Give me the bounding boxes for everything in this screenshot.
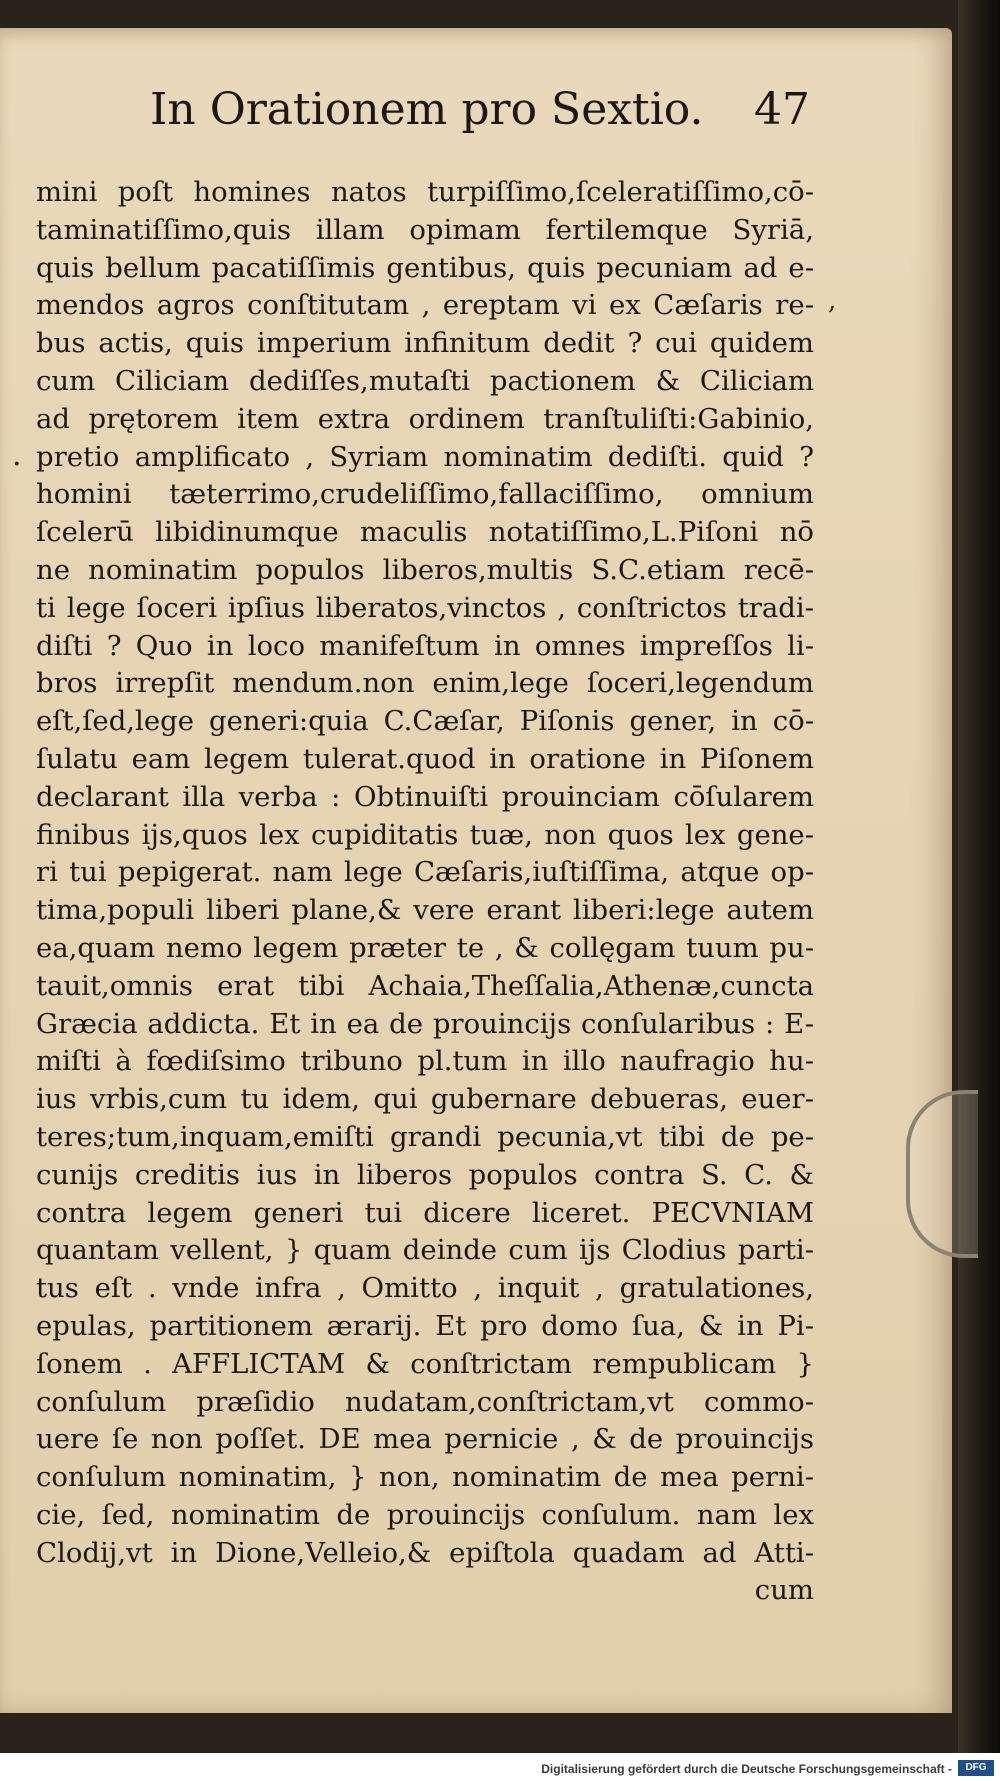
text-line: ad prętorem item extra ordinem tranſtuliſti:Gabinio, xyxy=(36,402,814,435)
text-line: taminatiſſimo,quis illam opimam fertilemque Syriā, xyxy=(36,213,814,246)
page-clip xyxy=(906,1090,978,1258)
text-line: ſulatu eam legem tulerat.quod in oratione in Piſonem xyxy=(36,742,814,775)
text-line: ti lege ſoceri ipſius liberatos,vinctos , conſtrictos tradi- xyxy=(36,591,814,624)
text-line: ſcelerū libidinumque maculis notatiſſimo,L.Piſoni nō xyxy=(36,516,814,549)
text-line: ri tui pepigerat. nam lege Cæſaris,iuſtiſſima, atque op- xyxy=(36,856,814,889)
text-line: cie, ſed, nominatim de prouincijs conſulum. nam lex xyxy=(36,1498,814,1531)
text-line: diſti ? Quo in loco manifeſtum in omnes impreſſos li- xyxy=(36,629,814,662)
running-title: In Orationem pro Sextio. xyxy=(150,84,704,135)
text-line: quis bellum pacatiſſimis gentibus, quis pecuniam ad e- xyxy=(36,251,814,284)
text-line: bus actis, quis imperium infinitum dedit ? cui quidem xyxy=(36,327,814,360)
text-line: contra legem generi tui dicere liceret. PECVNIAM xyxy=(36,1196,814,1229)
text-line: pretio amplificato , Syriam nominatim dediſti. quid ? xyxy=(36,440,814,473)
text-line: mendos agros conſtitutam , ereptam vi ex Cæſaris re- xyxy=(36,289,814,322)
text-line: cum Ciliciam dediſſes,mutaſti pactionem & Ciliciam xyxy=(36,364,814,397)
text-line: mini poſt homines natos turpiſſimo,ſceleratiſſimo,cō- xyxy=(36,176,814,208)
text-line: tauit,omnis erat tibi Achaia,Theſſalia,Athenæ,cuncta xyxy=(36,969,814,1002)
text-line: ne nominatim populos liberos,multis S.C.etiam recē- xyxy=(36,553,814,586)
dfg-logo: DFG xyxy=(958,1760,994,1776)
text-line: Græcia addicta. Et in ea de prouincijs conſularibus : E- xyxy=(36,1007,814,1040)
digitization-credit: Digitalisierung gefördert durch die Deutsche Forschungsgemeinschaft - xyxy=(541,1762,952,1776)
text-line: cum xyxy=(754,1574,814,1607)
page-number: 47 xyxy=(754,84,810,135)
text-line: Clodij,vt in Dione,Velleio,& epiſtola quadam ad Atti- xyxy=(36,1536,814,1569)
text-line: uere ſe non poſſet. DE mea pernicie , & de prouincijs xyxy=(36,1423,814,1456)
body-text xyxy=(36,174,814,1610)
text-line: conſulum nominatim, } non, nominatim de mea perni- xyxy=(36,1461,814,1494)
book-edge xyxy=(958,0,1000,1781)
margin-mark: , xyxy=(828,286,837,316)
text-line: cunijs creditis ius in liberos populos contra S. C. & xyxy=(36,1158,814,1191)
text-line: conſulum præſidio nudatam,conſtrictam,vt commo- xyxy=(36,1385,814,1418)
text-line: tima,populi liberi plane,& vere erant liberi:lege autem xyxy=(36,894,814,927)
text-line: ea,quam nemo legem præter te , & collęgam tuum pu- xyxy=(36,931,814,964)
text-line: epulas, partitionem ærarij. Et pro domo ſua, & in Pi- xyxy=(36,1309,814,1342)
footer-bar xyxy=(0,1753,1000,1781)
text-line: finibus ijs,quos lex cupiditatis tuæ, non quos lex gene- xyxy=(36,818,814,851)
text-line: declarant illa verba : Obtinuiſti prouinciam cōſularem xyxy=(36,780,814,813)
text-line: ius vrbis,cum tu idem, qui gubernare debueras, euer- xyxy=(36,1083,814,1116)
margin-mark: . xyxy=(12,438,22,473)
text-line: ſonem . AFFLICTAM & conſtrictam rempublicam } xyxy=(36,1347,814,1380)
running-head xyxy=(150,84,810,144)
text-line: miſti à fœdiſsimo tribuno pl.tum in illo naufragio hu- xyxy=(36,1045,814,1078)
text-line: teres;tum,inquam,emiſti grandi pecunia,vt tibi de pe- xyxy=(36,1120,814,1153)
text-line: bros irrepſit mendum.non enim,lege ſoceri,legendum xyxy=(36,667,814,700)
text-line: homini tæterrimo,crudeliſſimo,fallaciſſimo, omnium xyxy=(36,478,814,511)
text-line: eſt,ſed,lege generi:quia C.Cæſar, Piſonis gener, in cō- xyxy=(36,705,814,738)
book-page xyxy=(0,28,952,1713)
text-line: tus eſt . vnde infra , Omitto , inquit , gratulationes, xyxy=(36,1272,814,1305)
text-line: quantam vellent, } quam deinde cum ijs Clodius parti- xyxy=(36,1234,814,1267)
